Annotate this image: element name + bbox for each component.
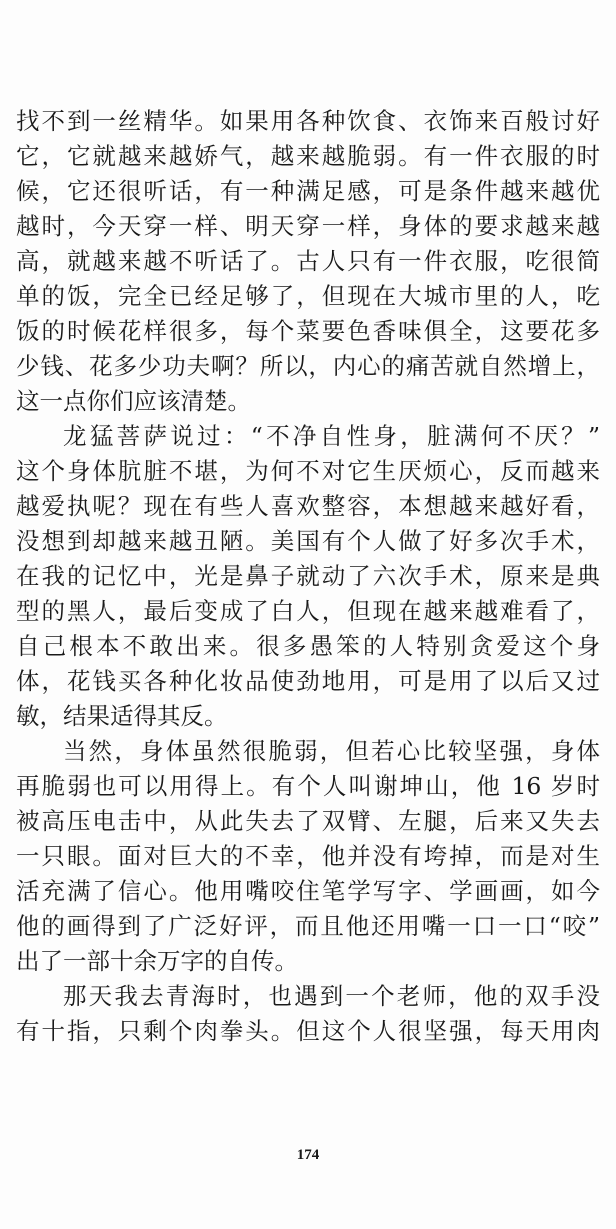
- text-line: 越爱执呢？现在有些人喜欢整容，本想越来越好看，: [16, 492, 600, 520]
- text-line: 那天我去青海时，也遇到一个老师，他的双手没: [63, 982, 600, 1010]
- text-line: 龙猛菩萨说过：“不净自性身，脏满何不厌？”: [63, 422, 600, 450]
- text-line: 高，就越来越不听话了。古人只有一件衣服，吃很简: [16, 247, 600, 275]
- page-number: 174: [296, 1147, 320, 1163]
- text-line: 再脆弱也可以用得上。有个人叫谢坤山，他 16 岁时: [16, 772, 600, 800]
- paragraph: [16, 104, 600, 419]
- text-line: 被高压电击中，从此失去了双臂、左腿，后来又失去: [16, 807, 600, 835]
- text-line: 找不到一丝精华。如果用各种饮食、衣饰来百般讨好: [16, 107, 600, 135]
- text-line: 体，花钱买各种化妆品使劲地用，可是用了以后又过: [16, 667, 600, 695]
- paragraph: [16, 419, 600, 734]
- text-line: 有十指，只剩个肉拳头。但这个人很坚强，每天用肉: [16, 1017, 600, 1045]
- text-line: 敏，结果适得其反。: [16, 702, 228, 730]
- text-line: 在我的记忆中，光是鼻子就动了六次手术，原来是典: [16, 562, 600, 590]
- body-text: [16, 104, 600, 1049]
- text-line: 没想到却越来越丑陋。美国有个人做了好多次手术，: [16, 527, 600, 555]
- text-line: 这个身体肮脏不堪，为何不对它生厌烦心，反而越来: [16, 457, 600, 485]
- text-line: 活充满了信心。他用嘴咬住笔学写字、学画画，如今: [16, 877, 600, 905]
- text-line: 一只眼。面对巨大的不幸，他并没有垮掉，而是对生: [16, 842, 600, 870]
- text-line: 它，它就越来越娇气，越来越脆弱。有一件衣服的时: [16, 142, 600, 170]
- text-line: 单的饭，完全已经足够了，但现在大城市里的人，吃: [16, 282, 600, 310]
- text-line: 他的画得到了广泛好评，而且他还用嘴一口一口“咬”: [16, 912, 600, 940]
- paragraph: [16, 979, 600, 1049]
- text-line: 饭的时候花样很多，每个菜要色香味俱全，这要花多: [16, 317, 600, 345]
- text-line: 候，它还很听话，有一种满足感，可是条件越来越优: [16, 177, 600, 205]
- text-line: 少钱、花多少功夫啊？所以，内心的痛苦就自然增上，: [16, 352, 600, 380]
- text-line: 越时，今天穿一样、明天穿一样，身体的要求越来越: [16, 212, 600, 240]
- text-line: 出了一部十余万字的自传。: [16, 947, 298, 975]
- text-line: 自己根本不敢出来。很多愚笨的人特别贪爱这个身: [16, 632, 600, 660]
- text-line: 型的黑人，最后变成了白人，但现在越来越难看了，: [16, 597, 600, 625]
- paragraph: [16, 734, 600, 979]
- text-line: 当然，身体虽然很脆弱，但若心比较坚强，身体: [63, 737, 600, 765]
- text-line: 这一点你们应该清楚。: [16, 387, 251, 415]
